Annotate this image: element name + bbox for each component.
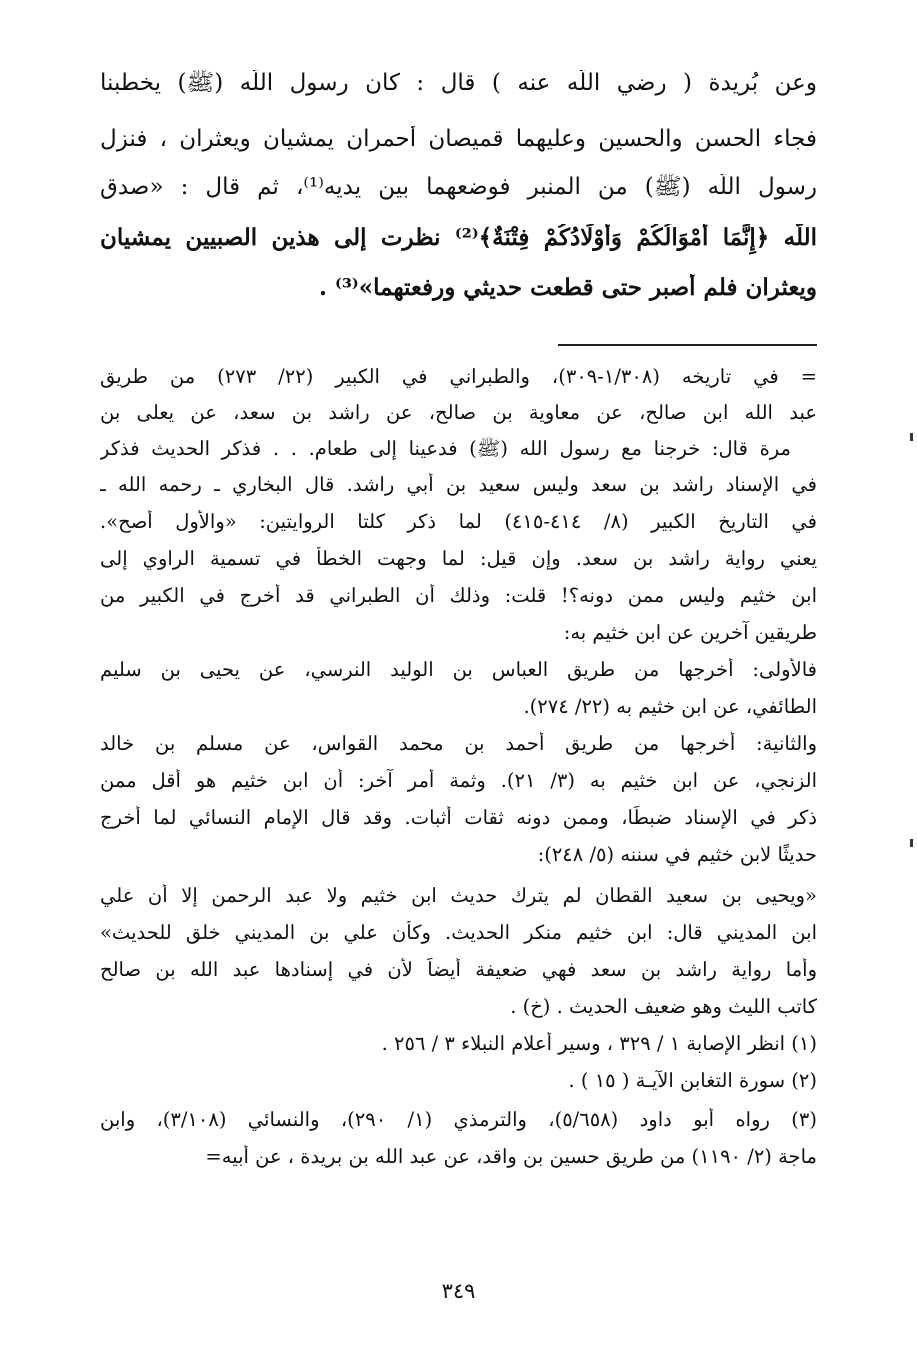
footnote-line-18: كاتب الليث وهو ضعيف الحديث . (خ) .: [510, 995, 817, 1018]
footnote-line-3: مرة قال: خرجنا مع رسول الله (ﷺ) فدعينا إلى طعام. . . فذكر الحديث فذكر: [100, 437, 791, 460]
footnote-line-4: في الإسناد راشد بن سعد وليس سعيد بن أبي راشد. قال البخاري ـ رحمه الله ـ: [100, 473, 817, 496]
footnote-line-5: في التاريخ الكبير (٨/ ٤١٤-٤١٥) لما ذكر كلتا الروايتين: «والأول أصح».: [100, 510, 817, 533]
footnote-line-16: ابن المديني قال: ابن خثيم منكر الحديث. وكأن علي بن المديني خلق للحديث»: [100, 921, 817, 944]
footnote-line-13: ذكر في الإسناد ضبطًا، وممن دونه ثقات أثبات. وقد قال الإمام النسائي لما أخرج: [100, 806, 817, 829]
footnote-line-17: وأما رواية راشد بن سعد فهي ضعيفة أيضاً لأن في إسنادها عبد الله بن صالح: [100, 958, 817, 981]
page-number: ٣٤٩: [441, 1279, 476, 1303]
footnote-line-21: (٣) رواه أبو داود (٥/٦٥٨)، والترمذي (١/ ٢٩٠)، والنسائي (٣/١٠٨)، وابن: [100, 1108, 817, 1131]
main-text-line-5: ويعثران فلم أصبر حتى قطعت حديثي ورفعتهما»⁽³⁾ .: [318, 274, 817, 301]
footnote-line-10: الطائفي، عن ابن خثيم به (٢٢/ ٢٧٤).: [523, 695, 817, 718]
main-text-line-1: وعن بُريدة ( رضي اللّه عنه ) قال : كان رسول اللّه (ﷺ) يخطبنا: [100, 70, 817, 96]
footnote-line-12: الزنجي، عن ابن خثيم به (٣/ ٢١). وثمة أمر آخر: أن ابن خثيم هو أقل ممن: [100, 769, 817, 792]
footnote-line-7: ابن خثيم وليس ممن دونه؟! قلت: وذلك أن الطبراني قد أخرج في الكبير من: [100, 584, 817, 607]
footnote-line-9: فالأولى: أخرجها من طريق العباس بن الوليد النرسي، عن يحيى بن سليم: [100, 658, 817, 681]
footnote-line-22: ماجة (٢/ ١١٩٠) من طريق حسين بن واقد، عن عبد الله بن بريدة ، عن أبيه=: [205, 1145, 817, 1168]
footnote-separator: [558, 344, 817, 346]
footnote-line-2: عبد الله ابن صالح، عن معاوية بن صالح، عن راشد بن سعد، عن يعلى بن: [100, 401, 817, 424]
footnote-line-14: حديثًا لابن خثيم في سننه (٥/ ٢٤٨):: [537, 843, 817, 866]
main-text-line-3: رسول اللّه (ﷺ) من المنبر فوضعهما بين يديه⁽¹⁾، ثم قال : «صدق: [100, 174, 817, 200]
footnote-line-11: والثانية: أخرجها من طريق أحمد بن محمد القواس، عن مسلم بن خالد: [100, 732, 817, 755]
margin-mark-2: [910, 839, 913, 847]
footnote-line-15: «ويحيى بن سعيد القطان لم يترك حديث ابن خثيم ولا عبد الرحمن إلا أن علي: [100, 884, 817, 907]
footnote-line-20: (٢) سورة التغابن الآيـة ( ١٥ ) .: [568, 1069, 817, 1092]
footnote-line-1: = في تاريخه (١/٣٠٨-٣٠٩)، والطبراني في الكبير (٢٢/ ٢٧٣) من طريق: [100, 365, 817, 388]
footnote-line-19: (١) انظر الإصابة ١ / ٣٢٩ ، وسير أعلام النبلاء ٣ / ٢٥٦ .: [381, 1032, 817, 1055]
main-text-line-2: فجاء الحسن والحسين وعليهما قميصان أحمران يمشيان ويعثران ، فنزل: [100, 126, 817, 152]
footnote-line-6: يعني رواية راشد بن سعد. وإن قيل: لما وجهت الخطأ في تسمية الراوي إلى: [100, 547, 817, 570]
margin-mark-1: [910, 433, 913, 441]
footnote-line-8: طريقين آخرين عن ابن خثيم به:: [563, 621, 817, 644]
main-text-line-4: اللّه ﴿إِنَّمَا أَمْوَالُكُمْ وَأَوْلَادُكُمْ فِتْنَةٌ﴾⁽²⁾ نظرت إلى هذين الصبيين يمشيان: [100, 224, 817, 251]
